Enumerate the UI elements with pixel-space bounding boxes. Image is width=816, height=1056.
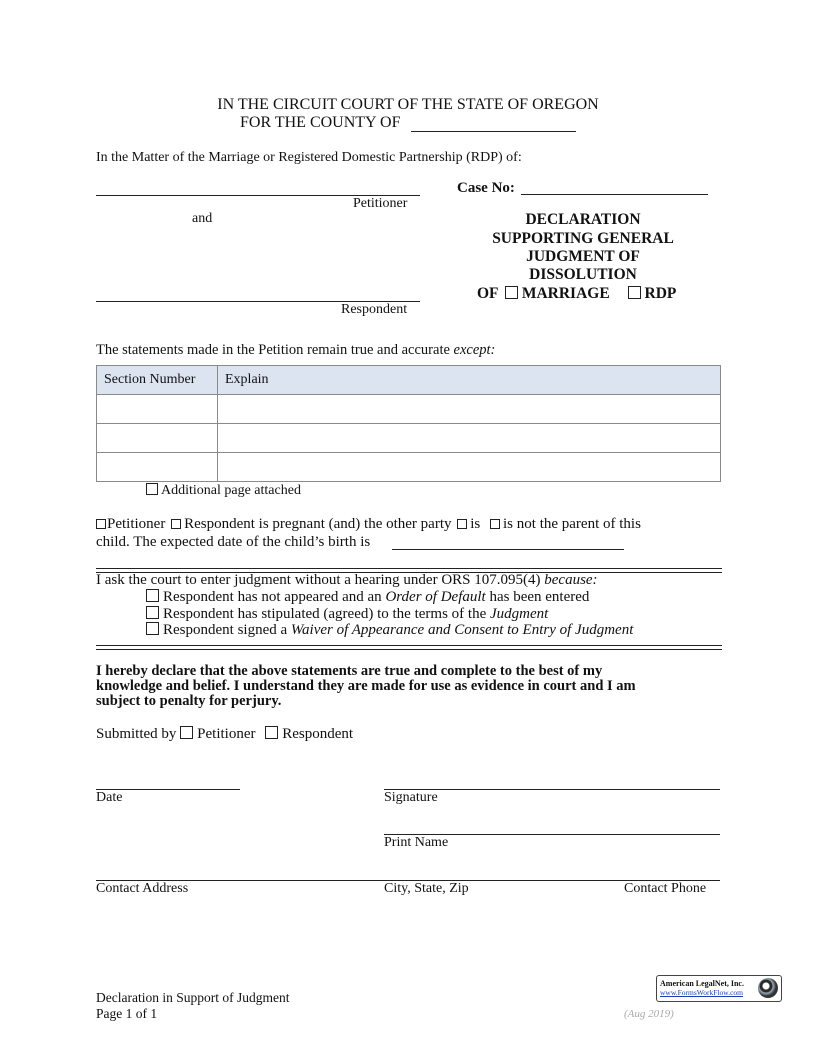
county-input[interactable] bbox=[411, 131, 576, 132]
logo-company: American LegalNet, Inc. bbox=[660, 979, 744, 988]
footer-page-number: Page 1 of 1 bbox=[96, 1006, 158, 1021]
city-state-zip-label: City, State, Zip bbox=[384, 881, 469, 896]
is-parent-checkbox[interactable] bbox=[457, 519, 467, 529]
respondent-label: Respondent bbox=[341, 302, 408, 317]
section-number-cell[interactable] bbox=[97, 395, 218, 424]
section-divider bbox=[96, 645, 722, 650]
table-row bbox=[97, 424, 721, 453]
submitted-by-row: Submitted by Petitioner Respondent bbox=[96, 726, 354, 742]
default-checkbox[interactable] bbox=[146, 589, 159, 602]
rdp-label: RDP bbox=[644, 285, 677, 302]
marriage-label: MARRIAGE bbox=[521, 285, 610, 302]
pregnancy-line1: Petitioner Respondent is pregnant (and) the other party is is not the parent of this bbox=[96, 516, 641, 533]
additional-page-label: Additional page attached bbox=[161, 483, 301, 498]
explain-cell[interactable] bbox=[218, 424, 721, 453]
contact-address-label: Contact Address bbox=[96, 881, 189, 896]
pregnancy-petitioner-checkbox[interactable] bbox=[96, 519, 106, 529]
col-section-number: Section Number bbox=[97, 366, 218, 395]
contact-phone-label: Contact Phone bbox=[624, 881, 707, 896]
hearing-option-stipulated: Respondent has stipulated (agreed) to the terms of the Judgment bbox=[146, 606, 548, 623]
pregnancy-line2: child. The expected date of the child’s birth is bbox=[96, 534, 371, 550]
of-label: OF bbox=[477, 285, 498, 302]
footer-form-name: Declaration in Support of Judgment bbox=[96, 990, 290, 1005]
petitioner-label: Petitioner bbox=[353, 196, 408, 211]
declaration-line1: I hereby declare that the above statements are true and complete to the best of my bbox=[96, 663, 603, 679]
case-no-label: Case No: bbox=[457, 180, 515, 196]
rdp-checkbox[interactable] bbox=[628, 286, 641, 299]
exceptions-table bbox=[96, 365, 721, 482]
submitted-respondent-checkbox[interactable] bbox=[265, 726, 278, 739]
statements-intro: The statements made in the Petition remain true and accurate except: bbox=[96, 342, 496, 358]
birth-date-input[interactable] bbox=[392, 549, 624, 550]
stipulated-checkbox[interactable] bbox=[146, 606, 159, 619]
legalnet-logo[interactable] bbox=[656, 975, 782, 1002]
date-label: Date bbox=[96, 790, 123, 805]
signature-label: Signature bbox=[384, 790, 438, 805]
table-header-row bbox=[97, 366, 721, 395]
globe-icon bbox=[758, 978, 778, 998]
marriage-checkbox[interactable] bbox=[505, 286, 518, 299]
waiver-checkbox[interactable] bbox=[146, 622, 159, 635]
doc-title-line3: JUDGMENT OF bbox=[526, 248, 640, 265]
explain-cell[interactable] bbox=[218, 395, 721, 424]
hearing-option-default: Respondent has not appeared and an Order of Default has been entered bbox=[146, 589, 589, 606]
title-of-row bbox=[477, 285, 676, 303]
additional-page-row bbox=[146, 483, 301, 499]
pregnancy-respondent-checkbox[interactable] bbox=[171, 519, 181, 529]
explain-cell[interactable] bbox=[218, 453, 721, 482]
section-number-cell[interactable] bbox=[97, 424, 218, 453]
is-not-parent-checkbox[interactable] bbox=[490, 519, 500, 529]
print-name-label: Print Name bbox=[384, 835, 449, 850]
hearing-option-waiver: Respondent signed a Waiver of Appearance and Consent to Entry of Judgment bbox=[146, 622, 633, 639]
court-heading: IN THE CIRCUIT COURT OF THE STATE OF OREGON bbox=[217, 96, 599, 113]
submitted-petitioner-checkbox[interactable] bbox=[180, 726, 193, 739]
doc-title-line1: DECLARATION bbox=[525, 211, 641, 228]
declaration-line2: knowledge and belief. I understand they are made for use as evidence in court and I am bbox=[96, 678, 636, 694]
matter-intro: In the Matter of the Marriage or Registered Domestic Partnership (RDP) of: bbox=[96, 150, 522, 165]
footer-version: (Aug 2019) bbox=[624, 1008, 674, 1020]
declaration-line3: subject to penalty for perjury. bbox=[96, 693, 282, 709]
table-row bbox=[97, 453, 721, 482]
section-number-cell[interactable] bbox=[97, 453, 218, 482]
doc-title-line4: DISSOLUTION bbox=[529, 266, 637, 283]
additional-page-checkbox[interactable] bbox=[146, 483, 158, 495]
county-line bbox=[240, 114, 400, 132]
table-row bbox=[97, 395, 721, 424]
doc-title-line2: SUPPORTING GENERAL bbox=[492, 230, 674, 247]
and-label: and bbox=[192, 211, 213, 226]
county-label: FOR THE COUNTY OF bbox=[240, 114, 401, 131]
logo-url[interactable]: www.FormsWorkFlow.com bbox=[660, 988, 744, 997]
col-explain: Explain bbox=[218, 366, 721, 395]
hearing-intro: I ask the court to enter judgment without a hearing under ORS 107.095(4) because: bbox=[96, 572, 598, 588]
case-no-input[interactable] bbox=[521, 194, 708, 195]
